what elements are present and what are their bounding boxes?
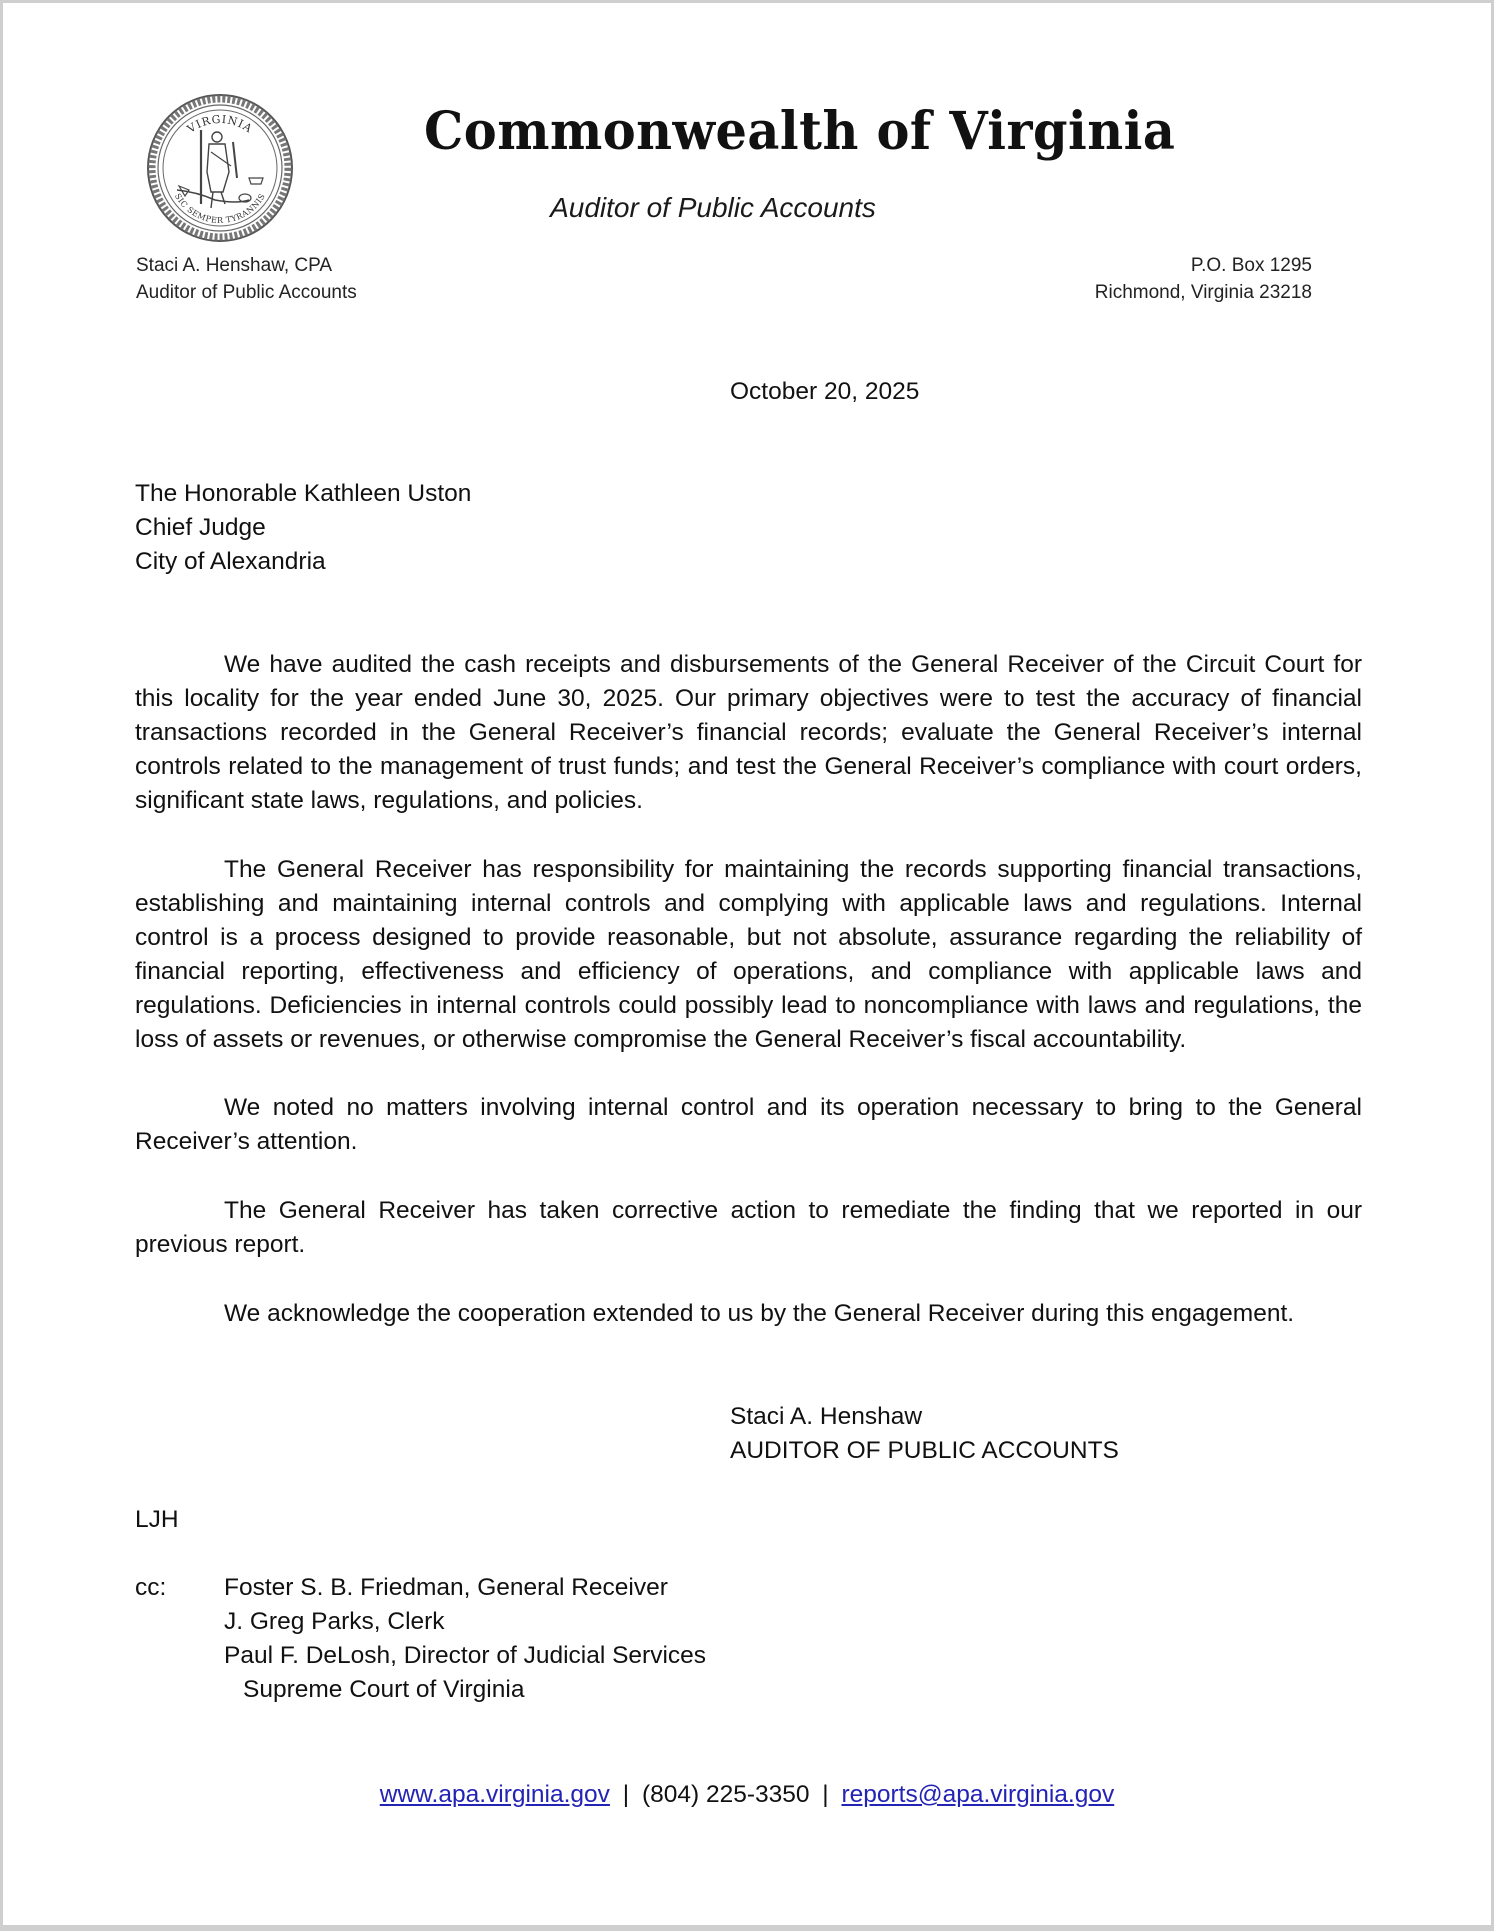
footer-separator: | xyxy=(622,1781,630,1808)
letter-date: October 20, 2025 xyxy=(730,378,920,405)
auditor-name: Staci A. Henshaw, CPA xyxy=(136,255,333,276)
cc-list xyxy=(224,1571,706,1707)
recipient-title: Chief Judge xyxy=(135,514,266,541)
recipient-locality: City of Alexandria xyxy=(135,548,326,575)
cc-recipient: Paul F. DeLosh, Director of Judicial Services xyxy=(224,1642,707,1669)
recipient-name: The Honorable Kathleen Uston xyxy=(135,480,472,507)
signature-name: Staci A. Henshaw xyxy=(730,1403,923,1430)
signature-title: AUDITOR OF PUBLIC ACCOUNTS xyxy=(730,1437,1119,1464)
auditor-position: Auditor of Public Accounts xyxy=(136,282,357,303)
signature-block xyxy=(730,1400,1119,1468)
cc-label: cc: xyxy=(135,1574,167,1601)
website-link[interactable]: www.apa.virginia.gov xyxy=(379,1781,610,1808)
typist-initials: LJH xyxy=(135,1506,179,1533)
svg-text:VIRGINIA: VIRGINIA xyxy=(184,112,256,136)
body-paragraph: We acknowledge the cooperation extended to us by the General Receiver during this engagement. xyxy=(224,1300,1295,1327)
body-paragraph: We noted no matters involving internal control and its operation necessary to bring to the General Receiver’s attention. xyxy=(135,1094,1362,1155)
po-box: P.O. Box 1295 xyxy=(1190,255,1312,276)
email-link[interactable]: reports@apa.virginia.gov xyxy=(841,1781,1115,1808)
body-paragraph: The General Receiver has responsibility for maintaining the records supporting financial transactions, establishing and maintaining internal controls and complying with applicable laws and regulations. Internal control is a process designed to provide reasonable, but not absolute, assurance regarding the reliability of financial reporting, effectiveness and efficiency of operations, and compliance with applicable laws and regulations. Deficiencies in internal controls could possibly lead to noncompliance with laws and regulations, the loss of assets or revenues, or otherwise compromise the General Receiver’s fiscal accountability. xyxy=(135,856,1362,1053)
cc-recipient: Supreme Court of Virginia xyxy=(243,1676,525,1703)
footer-contact xyxy=(3,1781,1491,1809)
phone-number: (804) 225-3350 xyxy=(641,1781,810,1808)
footer-separator: | xyxy=(822,1781,829,1808)
body-paragraph: We have audited the cash receipts and disbursements of the General Receiver of the Circuit Court for this locality for the year ended June 30, 2025. Our primary objectives were to test the accuracy of financial transactions recorded in the General Receiver’s financial records; evaluate the General Receiver’s internal controls related to the management of trust funds; and test the General Receiver’s compliance with court orders, significant state laws, regulations, and policies. xyxy=(135,651,1362,814)
virginia-state-seal-icon xyxy=(145,92,295,242)
city-state-zip: Richmond, Virginia 23218 xyxy=(1094,282,1312,303)
letter-page xyxy=(3,3,1491,1925)
cc-recipient: Foster S. B. Friedman, General Receiver xyxy=(224,1574,668,1601)
letterhead-address-block xyxy=(1095,252,1312,306)
body-paragraph: The General Receiver has taken corrective action to remediate the finding that we reported in our previous report. xyxy=(135,1197,1362,1258)
letterhead-subtitle: Auditor of Public Accounts xyxy=(550,192,876,223)
recipient-block xyxy=(135,477,471,579)
cc-recipient: J. Greg Parks, Clerk xyxy=(224,1608,445,1635)
letterhead-title: Commonwealth of Virginia xyxy=(424,101,1176,162)
letterhead-auditor-block xyxy=(136,252,357,306)
svg-text:SIC SEMPER TYRANNIS: SIC SEMPER TYRANNIS xyxy=(172,191,268,226)
